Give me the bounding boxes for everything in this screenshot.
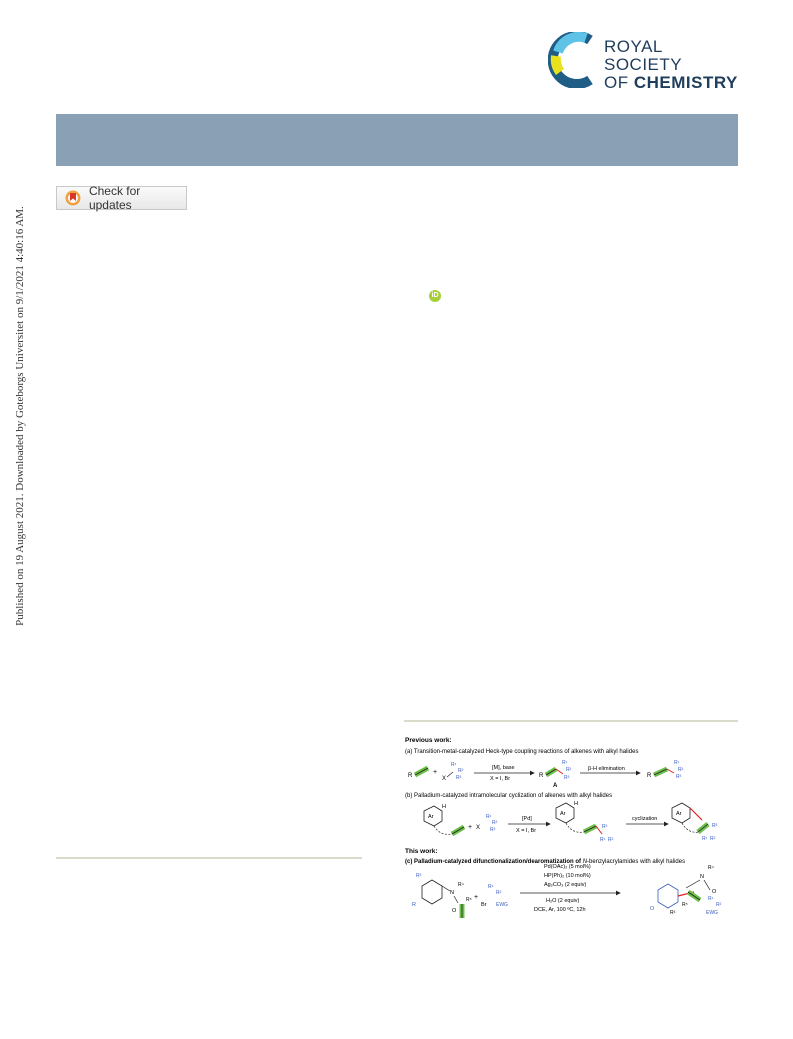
- r2-label: R²: [492, 820, 498, 826]
- r5-label: R⁵: [466, 897, 472, 903]
- r2-label: R²: [496, 890, 502, 896]
- r4-label: R⁴: [458, 882, 464, 888]
- ar-label: Ar: [428, 814, 434, 820]
- condition-c-1: Pd(OAc)₂ (5 mol%): [544, 864, 591, 870]
- halide-x-label: X: [476, 825, 481, 831]
- o-label: O: [650, 906, 655, 912]
- r1-label: R¹: [562, 760, 568, 766]
- r3-label: R³: [602, 824, 608, 830]
- orcid-icon[interactable]: iD: [429, 290, 441, 302]
- beta-elimination-label: β-H elimination: [588, 766, 625, 772]
- r5-label: R⁵: [682, 902, 688, 908]
- dearomatized-ring: [658, 884, 678, 908]
- r1-label: R¹: [451, 762, 457, 768]
- condition-c-3: Ag₂CO₃ (2 equiv): [544, 882, 587, 888]
- product-a-r-label: R: [539, 773, 544, 779]
- condition-c-2: HP(Ph)₂ (10 mol%): [544, 873, 591, 879]
- r2-label: R²: [678, 767, 684, 773]
- publication-sidebar-note: Published on 19 August 2021. Downloaded by Goteborgs Universitet on 9/1/2021 4:40:16 AM.: [14, 206, 26, 626]
- r2-label: R²: [566, 767, 572, 773]
- check-for-updates-label: Check for updates: [88, 184, 141, 212]
- r3-label: R³: [490, 827, 496, 833]
- condition-a-bottom: X = I, Br: [490, 776, 511, 782]
- ewg-label: EWG: [706, 910, 718, 916]
- plus-sign: +: [433, 769, 438, 776]
- c-r-label: R: [412, 902, 416, 908]
- plus-sign: +: [468, 824, 473, 831]
- r1-label: R¹: [486, 814, 492, 820]
- intermediate-a-label: A: [553, 783, 558, 789]
- alkene-r-label: R: [408, 773, 413, 779]
- logo-line-1: ROYAL SOCIETY: [604, 37, 683, 74]
- condition-c-4: H₂O (2 equiv): [546, 898, 580, 904]
- r3-label: R³: [676, 774, 682, 780]
- check-for-updates-button[interactable]: [56, 186, 187, 210]
- r1-label: R¹: [488, 884, 494, 890]
- crossmark-icon: [65, 190, 81, 206]
- r3-label: R³: [670, 910, 676, 916]
- article-type-banner: [56, 114, 738, 166]
- r3-label: R³: [712, 823, 718, 829]
- scheme-c-caption: (c) Palladium-catalyzed difunctionalization/dearomatization of N-benzylacrylamides with alkyl halides: [405, 859, 686, 865]
- r2-label: R²: [458, 768, 464, 774]
- r3-label: R³: [456, 775, 462, 781]
- h-label: H: [574, 801, 578, 807]
- r2-label: R²: [710, 836, 716, 842]
- scheme-a-row: [408, 760, 684, 789]
- ar-label: Ar: [676, 811, 682, 817]
- rsc-logo: [548, 32, 740, 92]
- this-work-title: This work:: [405, 848, 438, 855]
- r2-label: R²: [608, 837, 614, 843]
- r4-label: R⁴: [708, 865, 714, 871]
- ewg-label: EWG: [496, 902, 508, 908]
- condition-a-top: [M], base: [492, 765, 515, 771]
- r1-label: R¹: [708, 896, 714, 902]
- column-divider-rule: [56, 857, 362, 859]
- scheme-b-caption: (b) Palladium-catalyzed intramolecular cyclization of alkenes with alkyl halides: [405, 793, 613, 799]
- condition-b-top: [Pd]: [522, 816, 532, 822]
- ar-label: Ar: [560, 811, 566, 817]
- cyclization-label: cyclization: [632, 816, 658, 822]
- r3-label: R³: [416, 873, 422, 879]
- scheme-c-row: [412, 864, 722, 918]
- o-label: O: [452, 908, 457, 914]
- reaction-scheme: [404, 728, 738, 918]
- scheme-b-row: [424, 801, 718, 843]
- r2-label: R²: [716, 902, 722, 908]
- r3-label: R³: [564, 775, 570, 781]
- previous-work-title: Previous work:: [405, 737, 452, 744]
- halide-x-label: X: [442, 776, 447, 782]
- h-label: H: [442, 804, 446, 810]
- plus-sign: +: [474, 894, 479, 901]
- logo-line-2: OF CHEMISTRY: [604, 73, 738, 92]
- condition-b-bottom: X = I, Br: [516, 828, 537, 834]
- condition-c-5: DCE, Ar, 100 ºC, 12h: [534, 907, 586, 913]
- rsc-logo-mark: [548, 32, 600, 88]
- scheme-top-rule: [404, 720, 738, 722]
- r1-label: R¹: [702, 836, 708, 842]
- n-label: N: [700, 874, 704, 880]
- r1-label: R¹: [674, 760, 680, 766]
- scheme-a-caption: (a) Transition-metal-catalyzed Heck-type coupling reactions of alkenes with alkyl halides: [405, 749, 639, 755]
- r1-label: R¹: [600, 837, 606, 843]
- o-label: O: [712, 889, 717, 895]
- br-label: Br: [481, 902, 487, 908]
- n-label: N: [450, 890, 454, 896]
- product-r-label: R: [647, 773, 652, 779]
